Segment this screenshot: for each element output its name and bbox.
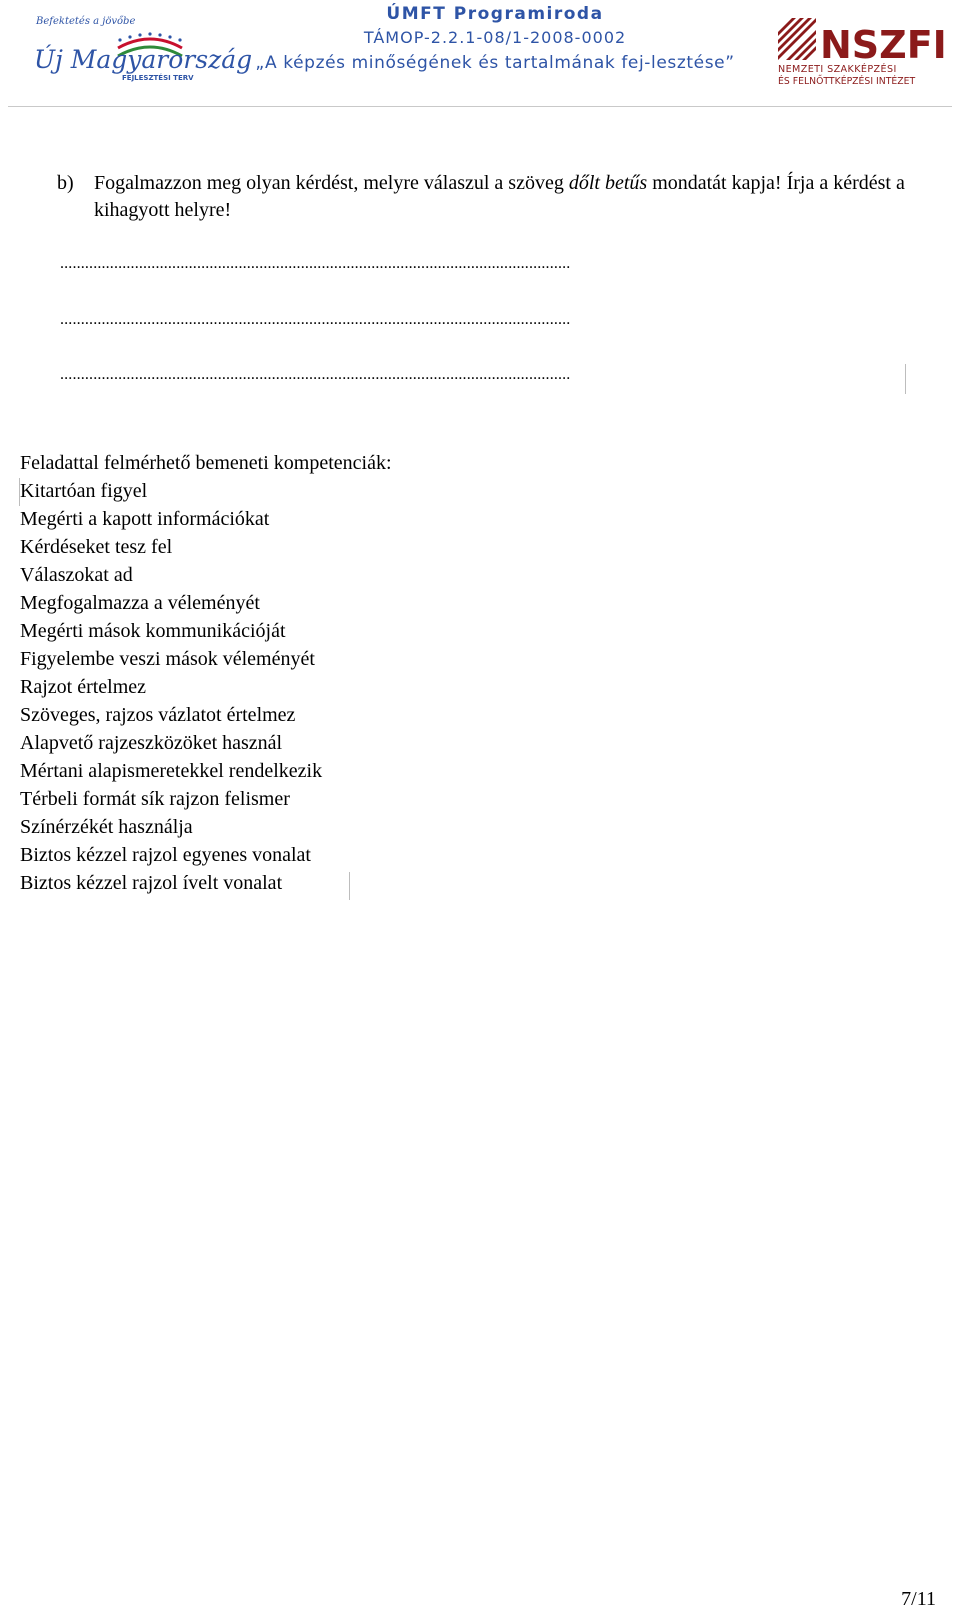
list-item: Színérzékét használja — [20, 816, 193, 838]
nszfi-line2: ÉS FELNŐTTKÉPZÉSI INTÉZET — [778, 76, 916, 87]
competencies-section — [20, 449, 720, 897]
logo-subtitle: FEJLESZTÉSI TERV — [122, 74, 194, 82]
list-item: Figyelembe veszi mások véleményét — [20, 648, 315, 670]
page-header — [0, 0, 960, 110]
header-center — [250, 2, 740, 76]
list-item: Megérti a kapott információkat — [20, 508, 270, 530]
list-item: Kitartóan figyel — [20, 480, 148, 502]
logo-tagline: Befektetés a jövőbe — [36, 16, 136, 27]
list-item: Mértani alapismeretekkel rendelkezik — [20, 760, 323, 782]
list-item: Válaszokat ad — [20, 564, 133, 586]
list-item: Megérti mások kommunikációját — [20, 620, 286, 642]
competencies-heading: Feladattal felmérhető bemeneti kompetenciák: — [20, 452, 392, 474]
question-text-italic: dőlt betűs — [568, 172, 648, 194]
nszfi-name: NSZFI — [820, 23, 947, 67]
header-project-code: TÁMOP-2.2.1-08/1-2008-0002 — [363, 28, 627, 47]
question-text — [94, 170, 934, 224]
answer-line[interactable]: ........................................................................................................................... — [60, 366, 571, 383]
list-item: Térbeli formát sík rajzon felismer — [20, 788, 290, 810]
list-item: Kérdéseket tesz fel — [20, 536, 173, 558]
text-boundary-marker — [349, 872, 350, 900]
nszfi-line1: NEMZETI SZAKKÉPZÉSI — [778, 64, 897, 75]
header-organization: ÚMFT Programiroda — [386, 4, 604, 24]
nszfi-logo — [776, 12, 956, 87]
list-item: Biztos kézzel rajzol egyenes vonalat — [20, 844, 311, 866]
answer-line[interactable]: ........................................................................................................................... — [60, 311, 571, 328]
answer-line[interactable]: ........................................................................................................................... — [60, 255, 571, 272]
question-text-before: Fogalmazzon meg olyan kérdést, melyre válaszul a szöveg — [94, 172, 569, 194]
text-boundary-marker — [905, 364, 906, 394]
question-label: b) — [57, 172, 74, 194]
uj-magyarorszag-logo — [30, 10, 253, 90]
list-item: Alapvető rajzeszközöket használ — [20, 732, 283, 754]
list-item: Megfogalmazza a véleményét — [20, 592, 260, 614]
question-text-after: mondatát kapja! Írja a kérdést a kihagyott helyre! — [94, 172, 905, 221]
logo-name: Új Magyarország — [34, 45, 253, 74]
list-item: Szöveges, rajzos vázlatot értelmez — [20, 704, 296, 726]
list-item: Rajzot értelmez — [20, 676, 147, 698]
competencies-list — [20, 477, 720, 897]
header-project-title: „A képzés minőségének és tartalmának fej-lesztése” — [255, 53, 735, 73]
list-item: Biztos kézzel rajzol ívelt vonalat — [20, 872, 283, 894]
header-divider — [8, 106, 952, 107]
page-number: 7/11 — [901, 1588, 936, 1610]
